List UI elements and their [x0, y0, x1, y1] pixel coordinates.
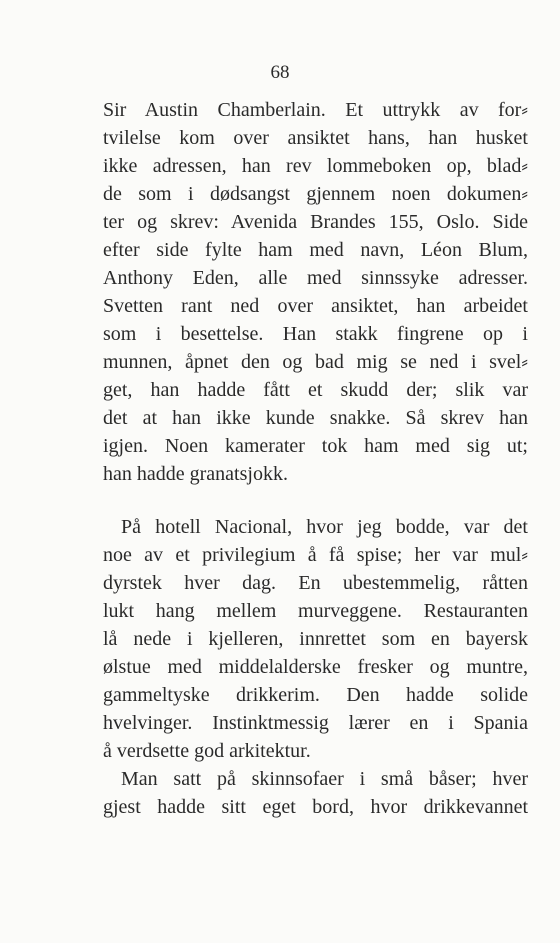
text-line: lå nede i kjelleren, innrettet som en bayersk — [103, 628, 528, 650]
text-line: gjest hadde sitt eget bord, hvor drikkevannet — [103, 796, 528, 818]
text-line: ikke adressen, han rev lommeboken op, blad⸗ — [103, 155, 528, 177]
paragraph-2 — [103, 513, 528, 821]
text-line: ølstue med middelalderske fresker og muntre, — [103, 656, 528, 678]
text-line: munnen, åpnet den og bad mig se ned i svel⸗ — [103, 351, 528, 373]
text-line: Svetten rant ned over ansiktet, han arbeidet — [103, 295, 528, 317]
text-line: Man satt på skinnsofaer i små båser; hver — [121, 768, 528, 790]
text-line: det at han ikke kunde snakke. Så skrev han — [103, 407, 528, 429]
text-line: Anthony Eden, alle med sinnssyke adresser. — [103, 267, 528, 289]
text-line: tvilelse kom over ansiktet hans, han husket — [103, 127, 528, 149]
text-line: Sir Austin Chamberlain. Et uttrykk av for⸗ — [103, 99, 528, 121]
text-line: efter side fylte ham med navn, Léon Blum, — [103, 239, 528, 261]
text-line: han hadde granatsjokk. — [103, 463, 288, 485]
text-line: lukt hang mellem murveggene. Restauranten — [103, 600, 528, 622]
text-line: som i besettelse. Han stakk fingrene op i — [103, 323, 528, 345]
text-line: hvelvinger. Instinktmessig lærer en i Spania — [103, 712, 528, 734]
text-line: gammeltyske drikkerim. Den hadde solide — [103, 684, 528, 706]
text-line: ter og skrev: Avenida Brandes 155, Oslo. Side — [103, 211, 528, 233]
text-line: På hotell Nacional, hvor jeg bodde, var det — [121, 516, 528, 538]
text-line: noe av et privilegium å få spise; her var mul⸗ — [103, 544, 528, 566]
page-number: 68 — [270, 62, 290, 83]
text-line: igjen. Noen kamerater tok ham med sig ut; — [103, 435, 528, 457]
text-line: å verdsette god arkitektur. — [103, 740, 311, 762]
paragraph-1 — [103, 96, 528, 488]
text-line: dyrstek hver dag. En ubestemmelig, råtten — [103, 572, 528, 594]
text-line: de som i dødsangst gjennem noen dokumen⸗ — [103, 183, 528, 205]
text-line: get, han hadde fått et skudd der; slik var — [103, 379, 528, 401]
